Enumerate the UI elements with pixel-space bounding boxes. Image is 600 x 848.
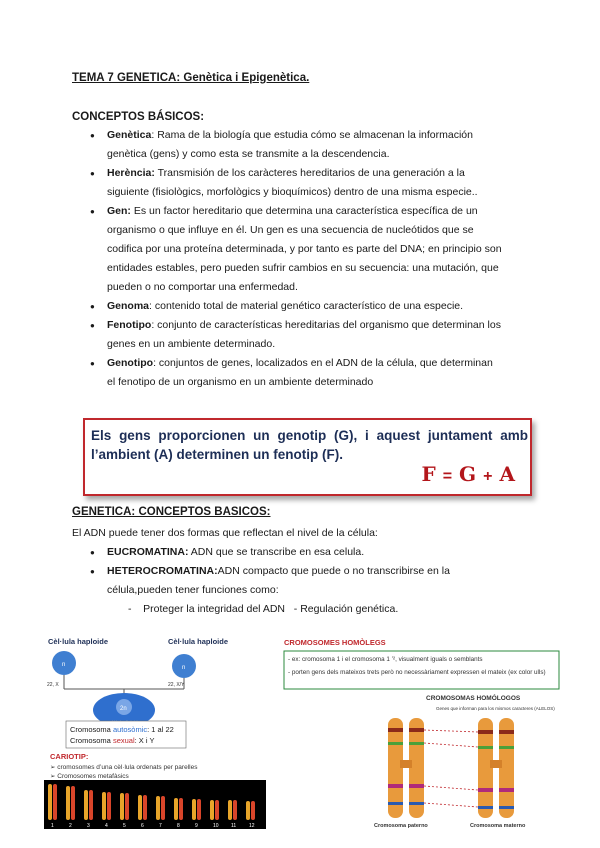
karyotype-number: 10 [213, 823, 219, 829]
karyotype-chromosome [71, 786, 75, 820]
list-item: ● Herència: Transmisión de los caràcteres hereditarios de una generación a la siguiente (fisiològics, morfològics y bioquímicos) dentro de una misma especie.. [90, 164, 530, 202]
maternal-label: Cromosoma materno [470, 823, 526, 829]
karyotype-chromosome [228, 800, 232, 820]
list-item: ● HETEROCROMATINA:ADN compacto que puede o no transcribirse en la célula,pueden tener funciones como: [90, 562, 530, 600]
sexual-caption: Cromosoma sexual: X i Y [70, 736, 155, 745]
list-item: ● Genotipo: conjuntos de genes, localizados en el ADN de la célula, que determinan el fenotipo de un organismo en un ambiente determinado [90, 354, 530, 392]
autosomic-caption: Cromosoma autosòmic: 1 al 22 [70, 725, 174, 734]
section-heading-basic-concepts: CONCEPTOS BÁSICOS: [72, 111, 205, 123]
cell2-label: Cèl·lula haploide [168, 637, 229, 646]
cell2-nucleus: n [182, 665, 186, 671]
homologous-heading: CROMOSOMES HOMÒLEGS [284, 638, 386, 647]
karyotype-chromosome [48, 784, 52, 820]
callout-text: Els gens proporcionen un genotip (G), i aquest juntament amb l’ambient (A) determinen un fenotip (F). [91, 428, 528, 462]
karyotype-chromosome [125, 793, 129, 820]
karyotype-number: 12 [249, 823, 255, 829]
karyotype-chromosome [251, 801, 255, 820]
karyotype-chromosome [197, 799, 201, 820]
karyotype-number: 1 [51, 823, 54, 829]
karyotype-chromosome [53, 784, 57, 820]
karyotype-number: 7 [159, 823, 162, 829]
karyotype-chromosome [102, 792, 106, 820]
homologous-illustration [278, 634, 564, 830]
cariotip-item-1: ➢ cromosomes d’una cèl·lula ordenats per parelles [50, 764, 198, 771]
section-heading-genetica: GENETICA: CONCEPTOS BASICOS: [72, 506, 271, 518]
karyotype-chromosome [143, 795, 147, 820]
cell1-count: 22, X [47, 682, 59, 688]
karyotype-chromosome [120, 793, 124, 820]
cell1-nucleus: n [62, 662, 66, 668]
genes-label: Genes que informan para los mismos caracteres (ALELOS) [436, 706, 555, 711]
genotype-callout-box [83, 418, 532, 496]
karyotype-number: 8 [177, 823, 180, 829]
diagram-title: CROMOSOMAS HOMÓLOGOS [426, 695, 521, 702]
list-item: ● Fenotipo: conjunto de características hereditarias del organismo que determinan los genes en un ambiente determinado. [90, 316, 530, 354]
chromatin-functions: - Proteger la integridad del ADN - Regulación genética. [128, 603, 399, 615]
karyotype-chromosome [161, 796, 165, 820]
intro-paragraph: El ADN puede tener dos formas que reflectan el nivel de la célula: [72, 527, 378, 539]
karyotype-chromosome [156, 796, 160, 820]
list-item: ● Genètica: Rama de la biología que estudia cómo se almacenan la información genètica (gens) y como esta se transmite a la descendencia. [90, 126, 530, 164]
karyotype-chromosome [89, 790, 93, 820]
homologous-chromosomes-figure [278, 634, 564, 830]
karyotype-chromosome [174, 798, 178, 820]
karyotype-number: 11 [231, 823, 237, 829]
karyotype-chromosome [107, 792, 111, 820]
list-item: ● Gen: Es un factor hereditario que determina una característica específica de un organismo o que influye en él. Un gen es una secuencia de nucleótidos que se codifica por una proteína determinada, y por tanto es parte del DNA; en principio son entidades estables, pero pueden sufrir cambios en su secuencia: una mutación, que pueden o no comportar una enfermedad. [90, 202, 530, 297]
karyotype-figure [44, 634, 266, 829]
cell1-label: Cèl·lula haploide [48, 637, 109, 646]
page-title: TEMA 7 GENETICA: Genètica i Epigenètica. [72, 72, 310, 84]
chromatin-list [90, 543, 530, 600]
karyotype-chromosome [215, 800, 219, 820]
list-item: ● Genoma: contenido total de material genético característico de una especie. [90, 297, 530, 316]
karyotype-chromosome [66, 786, 70, 820]
karyotype-number: 3 [87, 823, 90, 829]
karyotype-chromosome [84, 790, 88, 820]
list-item: ● EUCROMATINA: ADN que se transcribe en esa celula. [90, 543, 530, 562]
homologous-note-1: - ex: cromosoma 1 i el cromosoma 1 ’², visualment iguals o semblants [288, 656, 483, 663]
karyotype-illustration [44, 634, 266, 829]
karyotype-chromosome [233, 800, 237, 820]
karyotype-chromosome [210, 800, 214, 820]
cariotip-item-2: ➢ Cromosomes metafàsics [50, 773, 129, 780]
karyotype-chromosome [138, 795, 142, 820]
maternal-chromosome [478, 718, 514, 818]
cariotip-heading: CARIOTIP: [50, 752, 89, 761]
diploid-label: 2n [120, 706, 127, 712]
cell2-count: 22, X/Y [168, 682, 185, 688]
karyotype-number: 4 [105, 823, 108, 829]
basic-concepts-list [90, 126, 530, 392]
karyotype-number: 5 [123, 823, 126, 829]
karyotype-chromosome [179, 798, 183, 820]
formula-f-equals-g-plus-a: F = G + A [421, 462, 516, 486]
homologous-note-2: - porten gens dels mateixos trets però no necessàriament expressen el mateix (ex color ulls) [288, 669, 546, 676]
karyotype-number: 2 [69, 823, 72, 829]
karyotype-strip [44, 780, 266, 829]
paternal-chromosome [388, 718, 424, 818]
karyotype-chromosome [246, 801, 250, 820]
karyotype-number: 6 [141, 823, 144, 829]
paternal-label: Cromosoma paterno [374, 823, 428, 829]
karyotype-chromosome [192, 799, 196, 820]
karyotype-number: 9 [195, 823, 198, 829]
